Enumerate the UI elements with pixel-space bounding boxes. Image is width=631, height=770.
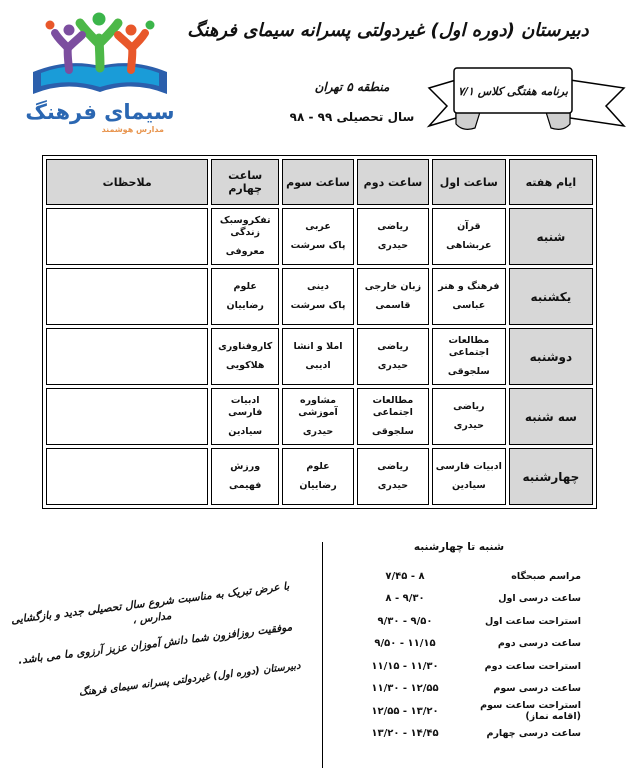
notes-cell <box>46 388 208 445</box>
schedule-time: ۸ - ۹/۳۰ <box>385 593 425 605</box>
day-cell: دوشنبه <box>509 328 593 385</box>
teacher: عباسی <box>452 300 486 312</box>
teacher: ادیبی <box>305 360 331 372</box>
period-cell <box>211 328 279 385</box>
subject: فرهنگ و هنر <box>438 281 500 293</box>
green-dot <box>146 21 155 30</box>
day-cell: شنبه <box>509 208 593 265</box>
subject: علوم <box>306 461 330 473</box>
message-line2: موفقیت روزافزون شما دانش آموزان عزیز آرزوی ما می باشد. <box>17 621 293 668</box>
period-cell <box>432 448 506 505</box>
notes-cell <box>46 448 208 505</box>
table-row-monday <box>46 328 593 385</box>
schedule-row <box>335 678 583 701</box>
teacher: سلجوقی <box>447 366 490 378</box>
logo-tagline: مدارس هوشمند <box>101 125 164 134</box>
teacher: سیادین <box>228 426 263 438</box>
table-row-tuesday <box>46 388 593 445</box>
teacher: حیدری <box>377 360 409 372</box>
teacher: فهیمی <box>229 480 262 492</box>
day-cell: چهارشنبه <box>509 448 593 505</box>
col-header-period3: ساعت سوم <box>282 159 354 205</box>
subject: ریاضی <box>377 341 409 353</box>
period-cell <box>282 268 354 325</box>
teacher: حیدری <box>302 426 334 438</box>
teacher: معروفی <box>225 246 265 258</box>
logo-figures-book-icon <box>25 10 175 100</box>
teacher: حیدری <box>377 480 409 492</box>
teacher: عربشاهی <box>446 240 492 252</box>
period-cell <box>211 208 279 265</box>
schedule-label: استراحت ساعت سوم (اقامه نماز) <box>480 700 581 723</box>
teacher: حیدری <box>453 420 485 432</box>
subject: علوم <box>233 281 257 293</box>
figure-green <box>80 23 118 68</box>
schedule-label: استراحت ساعت دوم <box>484 660 581 672</box>
figure-orange-head <box>126 25 137 36</box>
subject: املا و انشا <box>293 341 343 353</box>
daily-schedule-title: شنبه تا چهارشنبه <box>413 541 505 553</box>
teacher: پاک سرشت <box>290 300 346 312</box>
subject: ریاضی <box>453 401 485 413</box>
schedule-time: ۷/۴۵ - ۸ <box>385 570 425 582</box>
schedule-label: ساعت درسی اول <box>498 593 581 605</box>
subject: کاروفناوری <box>218 341 273 353</box>
schedule-time: ۱۱/۱۵ - ۱۱/۳۰ <box>371 660 439 672</box>
schedule-label: استراحت ساعت اول <box>484 615 581 627</box>
subject: زبان خارجی <box>364 281 422 293</box>
subject: مشاوره آموزشی <box>298 395 338 418</box>
schedule-time: ۱۲/۵۵ - ۱۳/۲۰ <box>371 705 439 717</box>
schedule-time: ۱۳/۲۰ - ۱۴/۴۵ <box>371 728 439 740</box>
daily-schedule <box>335 541 583 745</box>
subject: ریاضی <box>377 461 409 473</box>
schedule-row <box>335 700 583 723</box>
notes-cell <box>46 208 208 265</box>
day-cell: یکشنبه <box>509 268 593 325</box>
logo-name: سیمای فرهنگ <box>25 100 175 124</box>
subject: ورزش <box>230 461 261 473</box>
class-ribbon-banner <box>423 60 629 148</box>
period-cell <box>282 208 354 265</box>
teacher: حیدری <box>377 240 409 252</box>
school-logo <box>22 10 178 134</box>
schedule-time: ۹/۳۰ - ۹/۵۰ <box>377 615 433 627</box>
teacher: هلاکویی <box>225 360 265 372</box>
orange-dot <box>46 21 55 30</box>
period-cell <box>211 268 279 325</box>
congratulation-message <box>0 578 311 707</box>
figure-purple-head <box>64 25 75 36</box>
district-label: منطقه ۵ تهران <box>314 80 390 94</box>
figure-green-head <box>93 13 106 26</box>
day-cell: سه شنبه <box>509 388 593 445</box>
period-cell <box>357 268 429 325</box>
notes-cell <box>46 328 208 385</box>
schedule-time: ۹/۵۰ - ۱۱/۱۵ <box>374 638 436 650</box>
col-header-notes: ملاحظات <box>46 159 208 205</box>
col-header-days: ایام هفته <box>509 159 593 205</box>
school-title: دبیرستان (دوره اول) غیردولتی پسرانه سیمای فرهنگ <box>187 20 589 41</box>
col-header-period2: ساعت دوم <box>357 159 429 205</box>
period-cell <box>282 388 354 445</box>
period-cell <box>282 328 354 385</box>
period-cell <box>432 208 506 265</box>
weekly-timetable <box>42 155 597 509</box>
schedule-time: ۱۱/۳۰ - ۱۲/۵۵ <box>371 683 439 695</box>
schedule-label: مراسم صبحگاه <box>511 570 581 582</box>
schedule-row <box>335 565 583 588</box>
schedule-label: ساعت درسی چهارم <box>486 728 581 740</box>
schedule-label: ساعت درسی دوم <box>497 638 581 650</box>
period-cell <box>357 208 429 265</box>
subject: عربی <box>305 221 331 233</box>
schedule-row <box>335 588 583 611</box>
academic-year-label: سال تحصیلی ۹۹ - ۹۸ <box>289 110 415 124</box>
period-cell <box>211 388 279 445</box>
schedule-row <box>335 723 583 746</box>
subject: قرآن <box>457 221 481 233</box>
teacher: پاک سرشت <box>290 240 346 252</box>
subject: ادبیات فارسی <box>228 395 263 418</box>
period-cell <box>432 328 506 385</box>
col-header-period1: ساعت اول <box>432 159 506 205</box>
subject: تفکروسبک زندگی <box>219 215 271 238</box>
period-cell <box>432 268 506 325</box>
teacher: سلجوقی <box>371 426 414 438</box>
schedule-label: ساعت درسی سوم <box>493 683 581 695</box>
subject: ادبیات فارسی <box>435 461 502 473</box>
ribbon-label: برنامه هفتگی کلاس ۷/۱ <box>458 84 568 98</box>
table-row-saturday <box>46 208 593 265</box>
teacher: رضاییان <box>226 300 264 312</box>
vertical-divider <box>322 542 323 768</box>
period-cell <box>432 388 506 445</box>
table-row-wednesday <box>46 448 593 505</box>
period-cell <box>282 448 354 505</box>
teacher: سیادین <box>451 480 486 492</box>
period-cell <box>211 448 279 505</box>
period-cell <box>357 388 429 445</box>
subject: دینی <box>307 281 329 293</box>
message-line1: با عرض تبریک به مناسبت شروع سال تحصیلی جدید و بازگشایی مدارس ، <box>10 580 290 627</box>
timetable-header-row <box>46 159 593 205</box>
period-cell <box>357 328 429 385</box>
subject: مطالعات اجتماعی <box>448 335 490 358</box>
notes-cell <box>46 268 208 325</box>
teacher: قاسمی <box>375 300 411 312</box>
message-signature: دبیرستان (دوره اول) غیردولتی پسرانه سیمای فرهنگ <box>78 660 302 699</box>
subject: مطالعات اجتماعی <box>372 395 414 418</box>
schedule-row <box>335 610 583 633</box>
period-cell <box>357 448 429 505</box>
schedule-row <box>335 633 583 656</box>
subject: ریاضی <box>377 221 409 233</box>
table-row-sunday <box>46 268 593 325</box>
schedule-row <box>335 655 583 678</box>
teacher: رضاییان <box>299 480 337 492</box>
col-header-period4: ساعت چهارم <box>211 159 279 205</box>
